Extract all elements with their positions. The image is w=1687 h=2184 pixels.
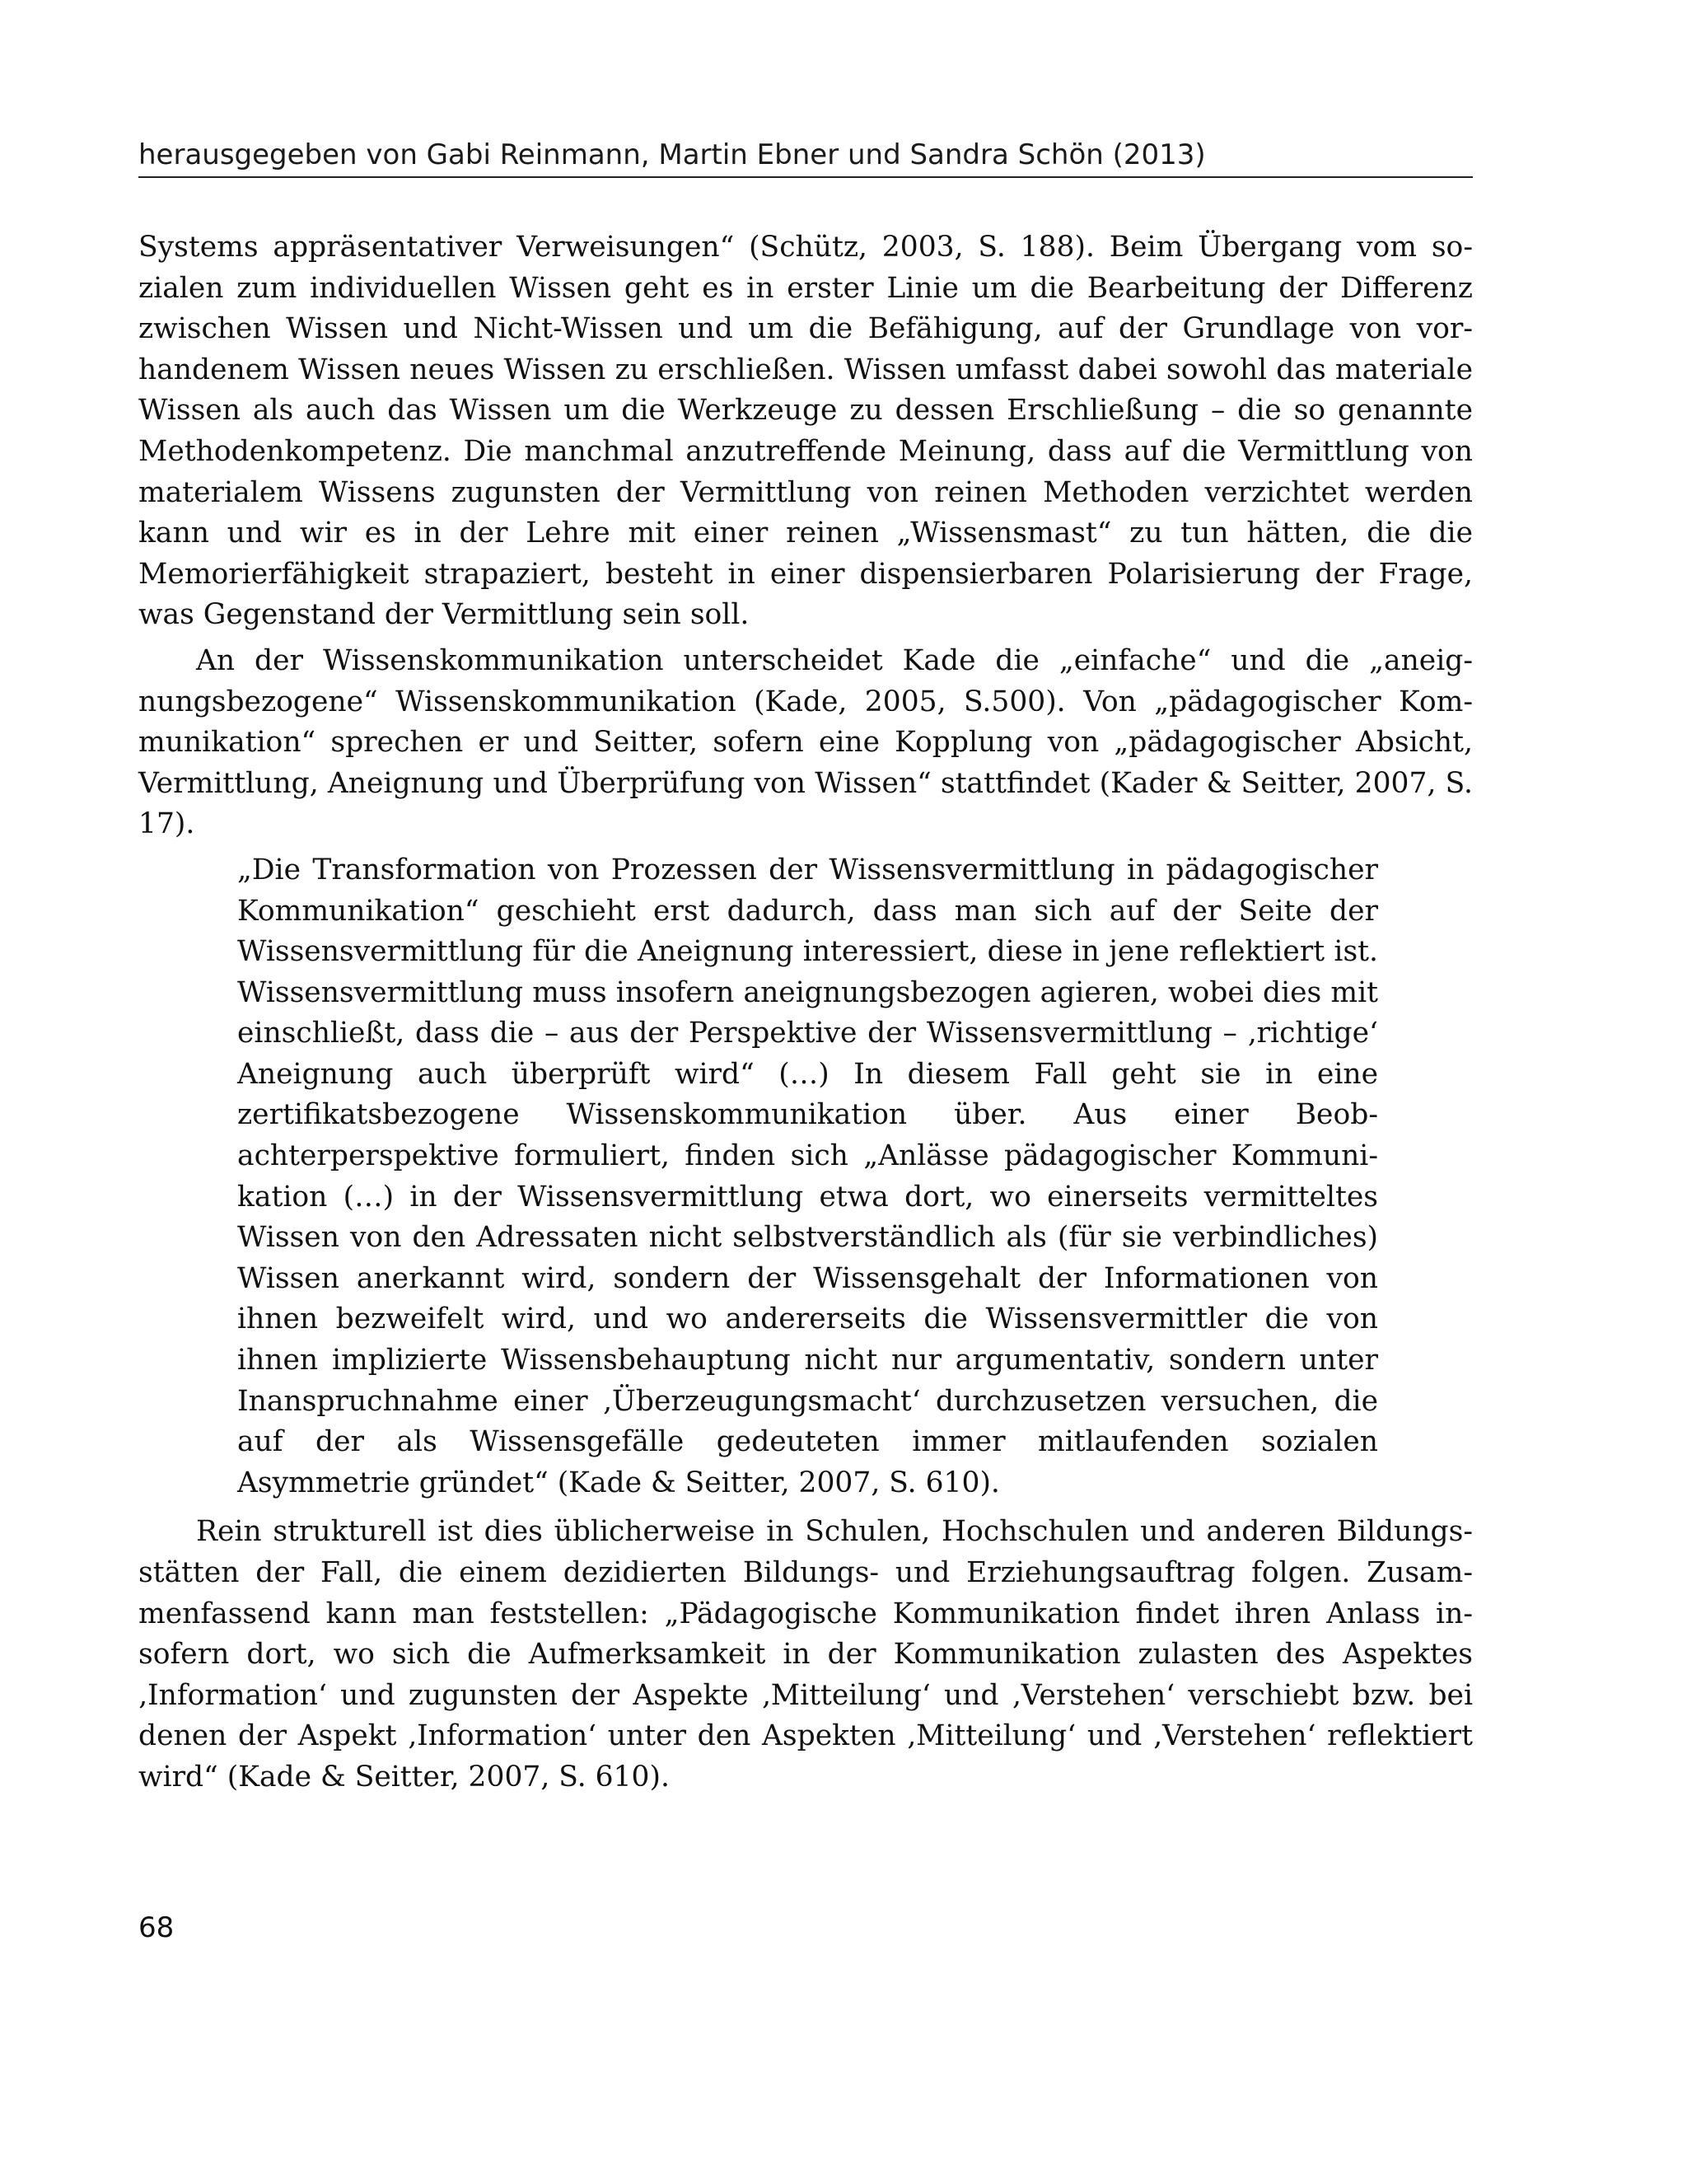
page-number: 68	[138, 1911, 175, 1944]
paragraph-wissenskommunikation: An der Wissenskommunikation unterscheidet Kade die „einfache“ und die „aneignungsbezogene“ Wissenskommunikation (Kade, 2005, S.500). Von „pädagogischer Kommunikation“ sprechen er und Seitter, sofern eine Kopplung von „pädagogischer Absicht, Vermittlung, Aneignung und Überprüfung von Wissen“ stattfindet (Kader & Seitter, 2007, S. 17).	[138, 643, 1473, 841]
running-header: herausgegeben von Gabi Reinmann, Martin Ebner und Sandra Schön (2013)	[138, 138, 1206, 171]
block-quote: „Die Transformation von Prozessen der Wissensvermittlung in pädagogischer Kommunikation“ geschieht erst dadurch, dass man sich auf der Seite der Wissensvermittlung für die Aneignung interessiert, diese in jene reflektiert ist. Wissensvermittlung muss insofern aneignungsbezogen agieren, wobei dies mit einschließt, dass die – aus der Perspektive der Wissensvermittlung – ‚richtige‘ Aneignung auch überprüft wird“ (…) In diesem Fall geht sie in eine zertifikatsbezogene Wissenskommunikation über. Aus einer Beobachterperspektive formuliert, finden sich „Anlässe pädagogischer Kommunikation (…) in der Wissensvermittlung etwa dort, wo einerseits vermitteltes Wissen von den Adressaten nicht selbstverständlich als (für sie verbindliches) Wissen anerkannt wird, sondern der Wissensgehalt der Informationen von ihnen bezweifelt wird, und wo andererseits die Wissensvermittler die von ihnen implizierte Wissensbehauptung nicht nur argumentativ, sondern unter Inanspruchnahme einer ‚Überzeugungsmacht‘ durchzusetzen versuchen, die auf der als Wissensgefälle gedeuteten immer mitlaufenden sozialen Asymmetrie gründet“ (Kade & Seitter, 2007, S. 610).	[237, 853, 1378, 1499]
paragraph-continuation: Systems appräsentativer Verweisungen“ (Schütz, 2003, S. 188). Beim Übergang vom sozialen zum individuellen Wissen geht es in erster Linie um die Bearbeitung der Differenz zwischen Wissen und Nicht-Wissen und um die Befähigung, auf der Grundlage von vorhandenem Wissen neues Wissen zu erschließen. Wissen umfasst dabei sowohl das materiale Wissen als auch das Wissen um die Werkzeuge zu dessen Erschließung – die so genannte Methodenkompetenz. Die manchmal anzutreffende Meinung, dass auf die Vermittlung von materialem Wissens zugunsten der Vermittlung von reinen Methoden verzichtet werden kann und wir es in der Lehre mit einer reinen „Wissensmast“ zu tun hätten, die die Memorierfähigkeit strapaziert, besteht in einer dispensierbaren Polarisierung der Frage, was Gegenstand der Vermittlung sein soll.	[138, 231, 1473, 632]
paragraph-strukturell: Rein strukturell ist dies üblicherweise in Schulen, Hochschulen und anderen Bildungsstätten der Fall, die einem dezidierten Bildungs- und Erziehungsauftrag folgen. Zusammenfassend kann man feststellen: „Pädagogische Kommunikation findet ihren Anlass insofern dort, wo sich die Aufmerksamkeit in der Kommunikation zulasten des Aspektes ‚Information‘ und zugunsten der Aspekte ‚Mitteilung‘ und ‚Verstehen‘ verschiebt bzw. bei denen der Aspekt ‚Information‘ unter den Aspekten ‚Mitteilung‘ und ‚Verstehen‘ reflektiert wird“ (Kade & Seitter, 2007, S. 610).	[138, 1515, 1473, 1793]
header-divider	[138, 176, 1473, 178]
body-text	[138, 227, 1473, 1803]
